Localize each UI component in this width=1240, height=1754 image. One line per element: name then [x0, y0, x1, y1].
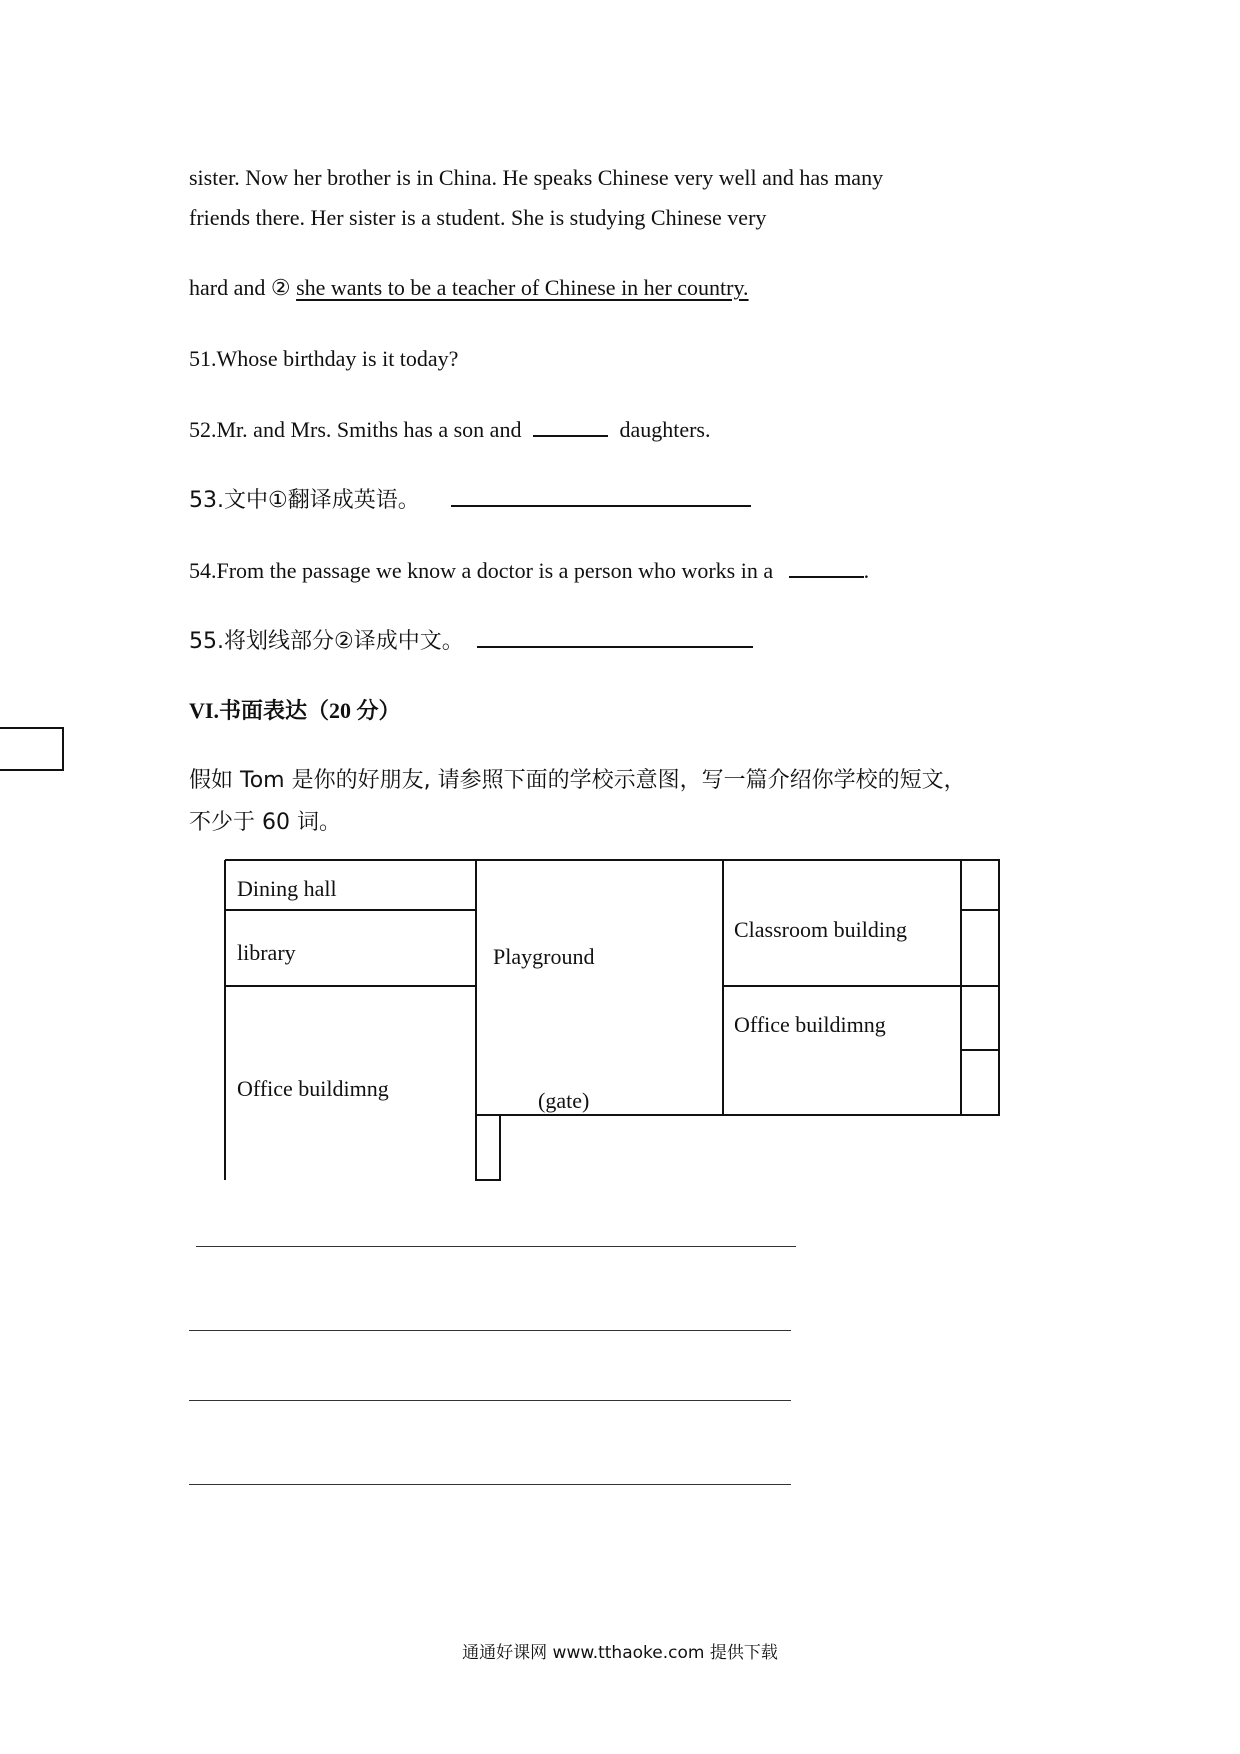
question-54-suffix: . — [863, 558, 870, 583]
answer-blank-55[interactable] — [477, 626, 753, 648]
passage-line-3-prefix: hard and ② — [189, 275, 291, 300]
map-label-dining-hall: Dining hall — [237, 876, 337, 901]
writing-prompt-line-2: 不少于 60 词。 — [189, 810, 341, 835]
map-label-office-right: Office buildimng — [734, 1012, 886, 1037]
margin-box — [0, 727, 64, 771]
map-label-gate: (gate) — [538, 1088, 590, 1113]
section-heading: VI.书面表达（20 分） — [189, 698, 401, 723]
question-51: 51.Whose birthday is it today? — [189, 346, 459, 371]
page-footer: 通通好课网 www.tthaoke.com 提供下载 — [462, 1643, 778, 1663]
question-54 — [189, 556, 869, 586]
map-label-library: library — [237, 940, 296, 965]
question-55 — [189, 626, 753, 657]
passage-line-1: sister. Now her brother is in China. He speaks Chinese very well and has many — [189, 165, 884, 190]
writing-line-4[interactable] — [189, 1484, 791, 1485]
question-53 — [189, 485, 751, 516]
passage-line-3 — [189, 273, 749, 303]
map-gate-box — [476, 1115, 500, 1180]
writing-line-3[interactable] — [189, 1400, 791, 1401]
question-53-text: 53.文中①翻译成英语。 — [189, 488, 420, 513]
writing-line-2[interactable] — [189, 1330, 791, 1331]
writing-prompt-line-1: 假如 Tom 是你的好朋友, 请参照下面的学校示意图，写一篇介绍你学校的短文， — [189, 768, 966, 793]
underlined-sentence-2: she wants to be a teacher of Chinese in her country. — [296, 275, 749, 300]
map-right-strip — [961, 860, 999, 1115]
answer-blank-54[interactable] — [789, 556, 864, 578]
writing-line-1[interactable] — [196, 1246, 796, 1247]
map-label-office-left: Office buildimng — [237, 1076, 389, 1101]
question-52-text: 52.Mr. and Mrs. Smiths has a son and — [189, 417, 522, 442]
passage-line-2: friends there. Her sister is a student. She is studying Chinese very — [189, 205, 767, 230]
question-52 — [189, 415, 710, 445]
map-label-classroom-building: Classroom building — [734, 917, 907, 942]
question-52-suffix: daughters. — [619, 417, 711, 442]
question-55-text: 55.将划线部分②译成中文。 — [189, 629, 464, 654]
answer-blank-52[interactable] — [533, 415, 608, 437]
answer-blank-53[interactable] — [451, 485, 751, 507]
map-label-playground: Playground — [493, 944, 595, 969]
question-54-text: 54.From the passage we know a doctor is a person who works in a — [189, 558, 774, 583]
